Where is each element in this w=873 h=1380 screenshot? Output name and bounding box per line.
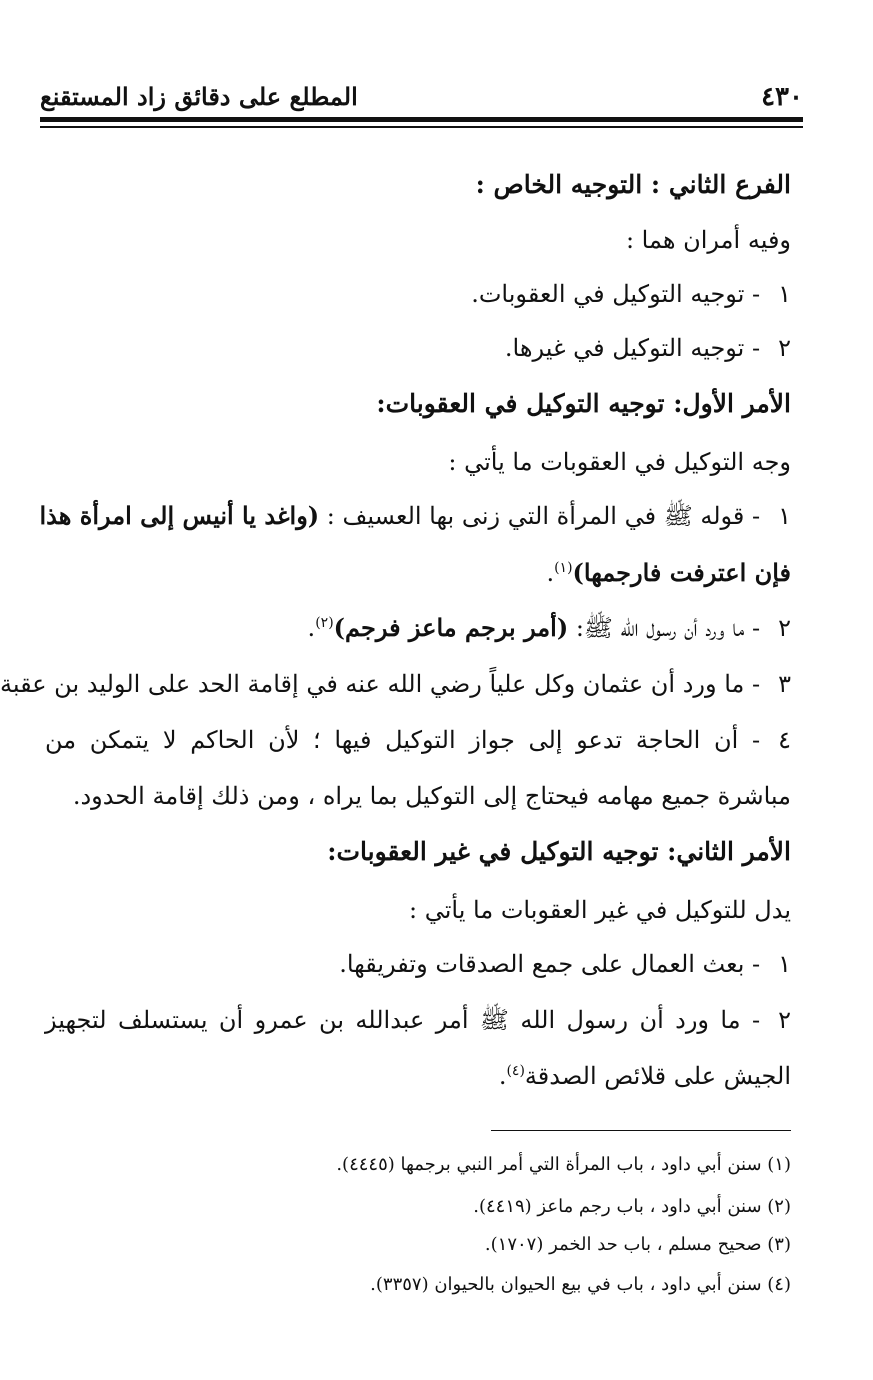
item-number: ١ (778, 950, 791, 978)
item-text: - ما ورد أن عثمان وكل علياً رضي الله عنه في إقامة الحد على الوليد بن عقبة (0, 670, 761, 698)
list-item (0, 664, 791, 704)
header-rule-thick (40, 117, 803, 122)
list-item (45, 720, 791, 760)
item-number: ٢ (778, 334, 791, 362)
item-number: ٤ (778, 726, 791, 754)
intro-text: وفيه أمران هما : (625, 226, 791, 254)
page-number: ٤٣٠ (761, 82, 803, 112)
subsection-heading-1: الأمر الأول: توجيه التوكيل في العقوبات: (376, 389, 791, 418)
hadith-quote: (واغد يا أنيس إلى امرأة هذا (39, 501, 320, 530)
item-text: - ما ورد أن رسول الله ﷺ أمر عبدالله بن عمرو أن يستسلف لتجهيز (45, 1006, 761, 1034)
item-number: ٣ (778, 670, 791, 698)
subsection-heading-2: الأمر الثاني: توجيه التوكيل في غير العقوبات: (327, 837, 791, 866)
item-text: - توجيه التوكيل في العقوبات. (471, 280, 761, 308)
hadith-quote-cont: فإن اعترفت فارجمها) (572, 558, 791, 587)
hadith-quote: (أمر برجم ماعز فرجم) (333, 613, 569, 642)
list-item (471, 274, 791, 314)
footnote-separator (491, 1130, 791, 1131)
footnote: (٣) صحيح مسلم ، باب حد الخمر (١٧٠٧). (484, 1234, 791, 1255)
item-text: - بعث العمال على جمع الصدقات وتفريقها. (339, 950, 761, 978)
period: . (498, 1062, 507, 1090)
page-header (40, 80, 803, 114)
intro-text-2: يدل للتوكيل في غير العقوبات ما يأتي : (409, 896, 791, 924)
period: . (546, 559, 555, 587)
item-text: - ما ورد أن رسول الله ﷺ: (568, 614, 761, 642)
list-item-continuation: مباشرة جميع مهامه فيحتاج إلى التوكيل بما يراه ، ومن ذلك إقامة الحدود. (72, 782, 791, 810)
footnote: (١) سنن أبي داود ، باب المرأة التي أمر النبي برجمها (٤٤٤٥). (336, 1154, 791, 1175)
list-item (45, 1000, 791, 1040)
list-item-continuation (499, 1056, 791, 1096)
item-text: - قوله ﷺ في المرأة التي زنى بها العسيف : (319, 502, 761, 530)
footnote: (٢) سنن أبي داود ، باب رجم ماعز (٤٤١٩). (473, 1196, 791, 1217)
period: . (307, 614, 316, 642)
section-heading: الفرع الثاني : التوجيه الخاص : (475, 170, 791, 199)
list-item (39, 496, 791, 536)
intro-text-1: وجه التوكيل في العقوبات ما يأتي : (448, 448, 791, 476)
item-text: - توجيه التوكيل في غيرها. (504, 334, 761, 362)
footnote-ref: (٢) (315, 615, 334, 631)
item-text: - أن الحاجة تدعو إلى جواز التوكيل فيها ؛ لأن الحاكم لا يتمكن من (45, 726, 761, 754)
item-number: ١ (778, 280, 791, 308)
running-title: المطلع على دقائق زاد المستقنع (40, 82, 358, 111)
footnote: (٤) سنن أبي داود ، باب في بيع الحيوان بالحيوان (٣٣٥٧). (370, 1274, 791, 1295)
list-item (339, 944, 791, 984)
list-item-continuation (546, 553, 791, 593)
list-item (308, 608, 791, 648)
item-number: ٢ (778, 1006, 792, 1034)
item-number: ١ (778, 502, 791, 530)
list-item (505, 328, 791, 368)
footnote-ref: (١) (554, 560, 573, 576)
header-rule-thin (40, 126, 803, 128)
footnote-ref: (٤) (506, 1063, 525, 1079)
item-text-cont: الجيش على قلائص الصدقة (524, 1062, 791, 1090)
item-number: ٢ (778, 614, 791, 642)
